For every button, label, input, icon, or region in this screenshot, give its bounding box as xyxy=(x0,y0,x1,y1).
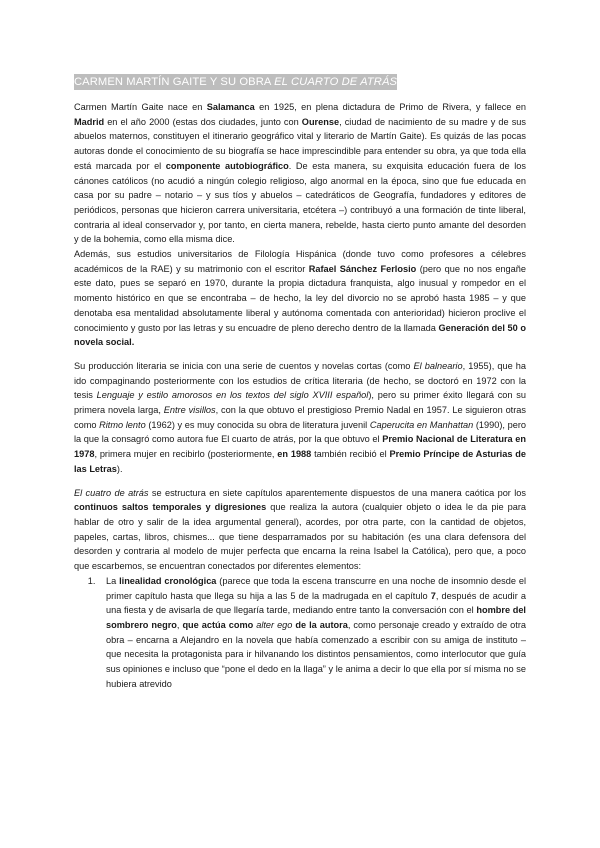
bold-run: Rafael Sánchez Ferlosio xyxy=(308,263,417,274)
text-run: , ciudad de nacimiento de su madre y de sus abuelos maternos, constituyen el itinerario geográfico vital y literario de Martín Gaite). Es quizás de las pocas autoras donde el conocimiento de su biografía se hace imprescindible para entender su obra, ya que toda ella está marcada por el xyxy=(74,116,526,171)
text-run: . De esta manera, su exquisita educación fuera de los cánones católicos (no acudió a ningún colegio religioso, algo anormal en la época, sino que fue educada en casa por su padre – notario – y sus tíos y abuelos – catedráticos de Geografía, fundadores y editores de periódicos, personas que hicieron carrera universitaria, etcétera –) contribuyó a una formación de tinte liberal, contraria al ideal conservador y, por tanto, en cierta manera, rebelde, hasta cierto punto amante del desorden y de la bohemia, como ella misma dice. xyxy=(74,160,526,245)
list-item xyxy=(98,574,526,692)
title-italic: EL CUARTO DE ATRÁS xyxy=(274,76,398,88)
text-run: en 1925, en plena dictadura de Primo de Rivera, y fallece en xyxy=(254,102,526,112)
document-title xyxy=(74,74,397,90)
bold-run: Generación del 50 o novela social. xyxy=(74,322,526,348)
bold-run: hombre del sombrero negro xyxy=(106,605,526,630)
text-run: , 1955), que ha ido compaginando posteriormente con los estudios de crítica literaria (de hecho, se doctoró en 1972 con la tesis xyxy=(74,360,526,401)
paragraph-production xyxy=(74,359,526,477)
italic-run: Lenguaje y estilo amorosos en los textos del siglo XVIII español xyxy=(96,390,369,401)
text-run: (1962) y es muy conocida su obra de literatura juvenil xyxy=(145,419,370,430)
bold-run: Ourense xyxy=(301,116,340,127)
text-run: se estructura en siete capítulos aparentemente dispuestos de una manera caótica por los xyxy=(148,487,526,498)
bold-run: continuos saltos temporales y digresiones xyxy=(74,502,267,513)
document-page xyxy=(74,74,526,691)
text-run: , xyxy=(176,619,183,630)
bold-run: en 1988 xyxy=(277,449,312,460)
italic-run: El balneario xyxy=(413,360,463,371)
text-run: ), pero su primer éxito llegará con su primera novela larga, xyxy=(74,390,527,416)
bold-run: de la autora xyxy=(292,619,348,630)
italic-run: Ritmo lento xyxy=(99,419,146,430)
paragraph-biography xyxy=(74,100,526,247)
elements-list xyxy=(74,574,526,692)
text-run: ). xyxy=(116,463,123,474)
text-run: La xyxy=(106,575,120,586)
text-run: (1990), pero la que la consagró como autora fue El cuarto de atrás, por la que obtuvo el xyxy=(74,419,527,445)
bold-run: componente autobiográfico xyxy=(165,160,289,171)
title-bar xyxy=(74,74,526,94)
bold-run: Premio Príncipe de Asturias de las Letras xyxy=(74,449,526,474)
text-run: (parece que toda la escena transcurre en una noche de insomnio desde el primer capítulo hasta que llega su hija a las 5 de la madrugada en el capítulo xyxy=(106,575,526,601)
bold-run: Premio Nacional de Literatura en 1978 xyxy=(74,434,526,460)
paragraph-studies xyxy=(74,247,526,350)
italic-run: alter ego xyxy=(256,619,293,630)
bold-run: Madrid xyxy=(74,116,105,127)
text-run: , con la que obtuvo el prestigioso Premio Nadal en 1957. Le siguieron otras como xyxy=(74,405,526,430)
text-run: que realiza la autora (cualquier objeto o idea le da pie para hablar de otro y salir de la idea argumental general), acordes, por otra parte, con la cantidad de objetos, papeles, cartas, libros, chismes... que tiene desparramados por su habitación (es una clara defensora del desorden y contraria al modelo de mujer perfecta que encarna la reina Isabel la Católica), pero que, a poco que escarbemos, se encuentran conectados por diferentes elementos: xyxy=(74,502,526,572)
text-run: Su producción literaria se inicia con una serie de cuentos y novelas cortas (como xyxy=(74,360,414,371)
text-run: , después de acudir a una fiesta y de avisarla de que llegaría tarde, mediando entre tanto la conversación con el xyxy=(106,590,527,616)
italic-run: Entre visillos xyxy=(163,405,216,416)
text-run: , como personaje creado y extraído de otra obra – encarna a Alejandro en la novela que había comenzado a escribir con su amiga de instituto – que necesita la protagonista para ir hilvanando los distintos pensamientos, como interlocutor que guía sus opiniones e incluso que “pone el dedo en la llaga” y le anima a decir lo que ella por sí misma no se hubiera atrevido xyxy=(106,619,526,689)
text-run: (pero que no nos engañe este dato, pues se separó en 1970, durante la propia dictadura franquista, algo inusual y rompedor en el momento histórico en que se encontraba – de hecho, la ley del divorcio no se aprobó hasta 1985 – y que denotaba esa mentalidad absolutamente liberal y autónoma comentada con anterioridad) hicieron proclive el conocimiento y gusto por las letras y su encuadre de pleno derecho dentro de la llamada xyxy=(74,263,526,333)
italic-run: El cuatro de atrás xyxy=(74,487,149,498)
bold-run: Salamanca xyxy=(206,102,255,112)
text-run: Carmen Martín Gaite nace en xyxy=(74,102,207,112)
text-run: Además, sus estudios universitarios de Filología Hispánica (donde tuvo como profesores a célebres académicos de la RAE) y su matrimonio con el escritor xyxy=(74,249,526,274)
bold-run: linealidad cronológica xyxy=(119,575,217,586)
text-run: también recibió el xyxy=(311,449,390,460)
text-run: , primera mujer en recibirlo (posteriormente, xyxy=(94,449,278,460)
bold-run: que actúa como xyxy=(182,619,257,630)
italic-run: Caperucita en Manhattan xyxy=(369,419,474,430)
title-main: CARMEN MARTÍN GAITE Y SU OBRA xyxy=(74,76,275,88)
text-run: en el año 2000 (estas dos ciudades, junto con xyxy=(104,116,302,127)
paragraph-structure xyxy=(74,486,526,574)
bold-run: 7 xyxy=(430,590,436,601)
